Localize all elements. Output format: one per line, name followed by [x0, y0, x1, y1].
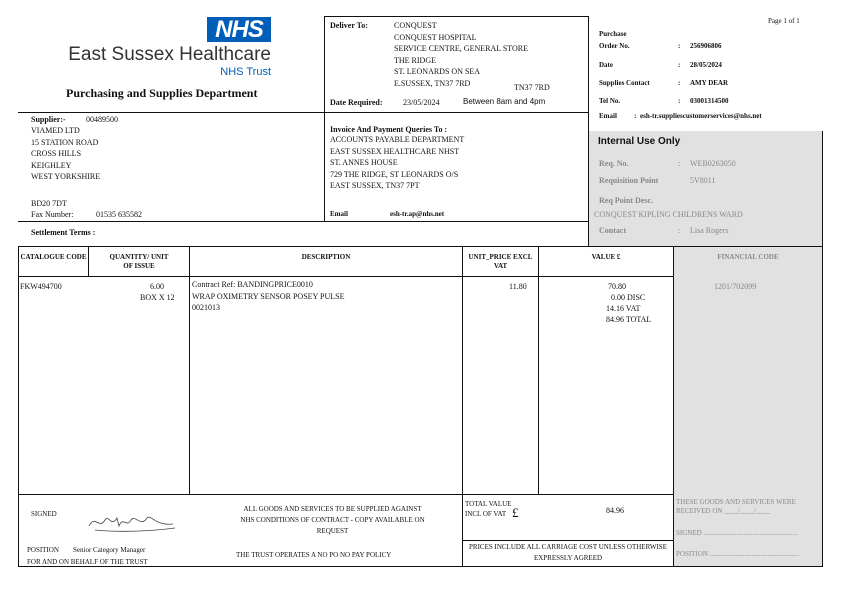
invoice-email: esh-tr.ap@nhs.net — [390, 210, 445, 218]
deliver-postcode: TN37 7RD — [514, 83, 550, 92]
position-label: POSITION — [27, 546, 59, 554]
financial-code-column — [674, 247, 822, 566]
org-trust: NHS Trust — [220, 66, 271, 78]
received-text: THESE GOODS AND SERVICES WERE RECEIVED ON ____/____/____ — [676, 498, 796, 515]
order-number: 256906806 — [690, 42, 722, 50]
page-number: Page 1 of 1 — [768, 17, 800, 25]
nhs-logo: NHS — [207, 17, 271, 42]
signature-image — [85, 508, 177, 534]
signed-label: SIGNED — [31, 510, 57, 518]
grand-total: 84.96 — [606, 506, 624, 515]
position-value: Senior Category Manager — [73, 546, 146, 554]
total-label: TOTAL VALUE INCL OF VAT — [465, 500, 512, 518]
col-financial-code: FINANCIAL CODE — [717, 253, 779, 261]
deliver-label: Deliver To: — [330, 21, 368, 30]
item-unit: BOX X 12 — [140, 293, 175, 302]
item-value: 70.80 — [608, 282, 626, 291]
item-description: Contract Ref: BANDINGPRICE0010 WRAP OXIMETRY SENSOR POSEY PULSE 0021013 — [192, 280, 345, 312]
supplier-postcode: BD20 7DT — [31, 199, 67, 208]
on-behalf-label: FOR AND ON BEHALF OF THE TRUST — [27, 558, 148, 566]
telephone: 03001314500 — [690, 97, 729, 105]
internal-contact: Lisa Rogers — [690, 226, 729, 235]
req-point-desc: CONQUEST KIPLING CHILDRENS WARD — [594, 210, 743, 219]
item-vat: 14.16 VAT — [606, 304, 641, 313]
item-code: FKW494700 — [20, 282, 62, 291]
internal-use-title: Internal Use Only — [598, 136, 681, 147]
supplies-contact: AMY DEAR — [690, 79, 729, 87]
item-total: 84.96 TOTAL — [606, 315, 652, 324]
col-description: DESCRIPTION — [301, 253, 351, 261]
col-quantity: QUANTITY/ UNIT OF ISSUE — [109, 253, 169, 270]
item-qty: 6.00 — [150, 282, 164, 291]
req-number: WEB0263050 — [690, 159, 736, 168]
terms-text: ALL GOODS AND SERVICES TO BE SUPPLIED AGAINST NHS CONDITIONS OF CONTRACT - COPY AVAILABLE ON REQUEST — [240, 505, 425, 535]
received-signed: SIGNED ...................................................... — [676, 529, 798, 537]
email: esh-tr.suppliescustomerservices@nhs.net — [640, 112, 762, 120]
date-required-label: Date Required: — [330, 98, 383, 107]
item-disc: 0.00 DISC — [611, 293, 646, 302]
fax-label: Fax Number: — [31, 210, 74, 219]
invoice-address: ACCOUNTS PAYABLE DEPARTMENT EAST SUSSEX HEALTHCARE NHST ST. ANNES HOUSE 729 THE RIDGE, ST LEONARDS O/S EAST SUSSEX, TN37 7PT — [330, 135, 465, 190]
col-value: VALUE £ — [591, 253, 621, 261]
col-unit-price: UNIT_PRICE EXCL VAT — [468, 253, 533, 270]
item-financial-code: 1201/702099 — [714, 282, 757, 291]
supplier-code: 00489500 — [86, 115, 118, 124]
org-name: East Sussex Healthcare — [68, 44, 271, 65]
department-title: Purchasing and Supplies Department — [66, 86, 258, 100]
policy-text: THE TRUST OPERATES A NO PO NO PAY POLICY — [236, 551, 392, 559]
req-point: 5V8011 — [690, 176, 716, 185]
fax-number: 01535 635582 — [96, 210, 142, 219]
received-position: POSITION ................................................... — [676, 550, 799, 558]
invoice-label: Invoice And Payment Queries To : — [330, 125, 448, 134]
settlement-terms: Settlement Terms : — [31, 228, 96, 237]
deliver-address: CONQUEST CONQUEST HOSPITAL SERVICE CENTRE, GENERAL STORE THE RIDGE ST. LEONARDS ON SEA E.SUSSEX, TN37 7RD — [394, 21, 529, 88]
supplier-label: Supplier:- — [31, 115, 66, 124]
invoice-email-label: Email — [330, 210, 348, 218]
carriage-text: PRICES INCLUDE ALL CARRIAGE COST UNLESS OTHERWISE EXPRESSLY AGREED — [469, 543, 667, 562]
item-price: 11.80 — [509, 282, 527, 291]
order-date: 28/05/2024 — [690, 61, 722, 69]
col-catalogue-code: CATALOGUE CODE — [20, 253, 87, 261]
date-required: 23/05/2024 — [403, 98, 440, 107]
currency-symbol: £ — [512, 505, 519, 520]
purchase-title: Purchase — [599, 30, 627, 38]
delivery-window: Between 8am and 4pm — [463, 97, 546, 106]
supplier-address: VIAMED LTD 15 STATION ROAD CROSS HILLS KEIGHLEY WEST YORKSHIRE — [31, 126, 101, 181]
